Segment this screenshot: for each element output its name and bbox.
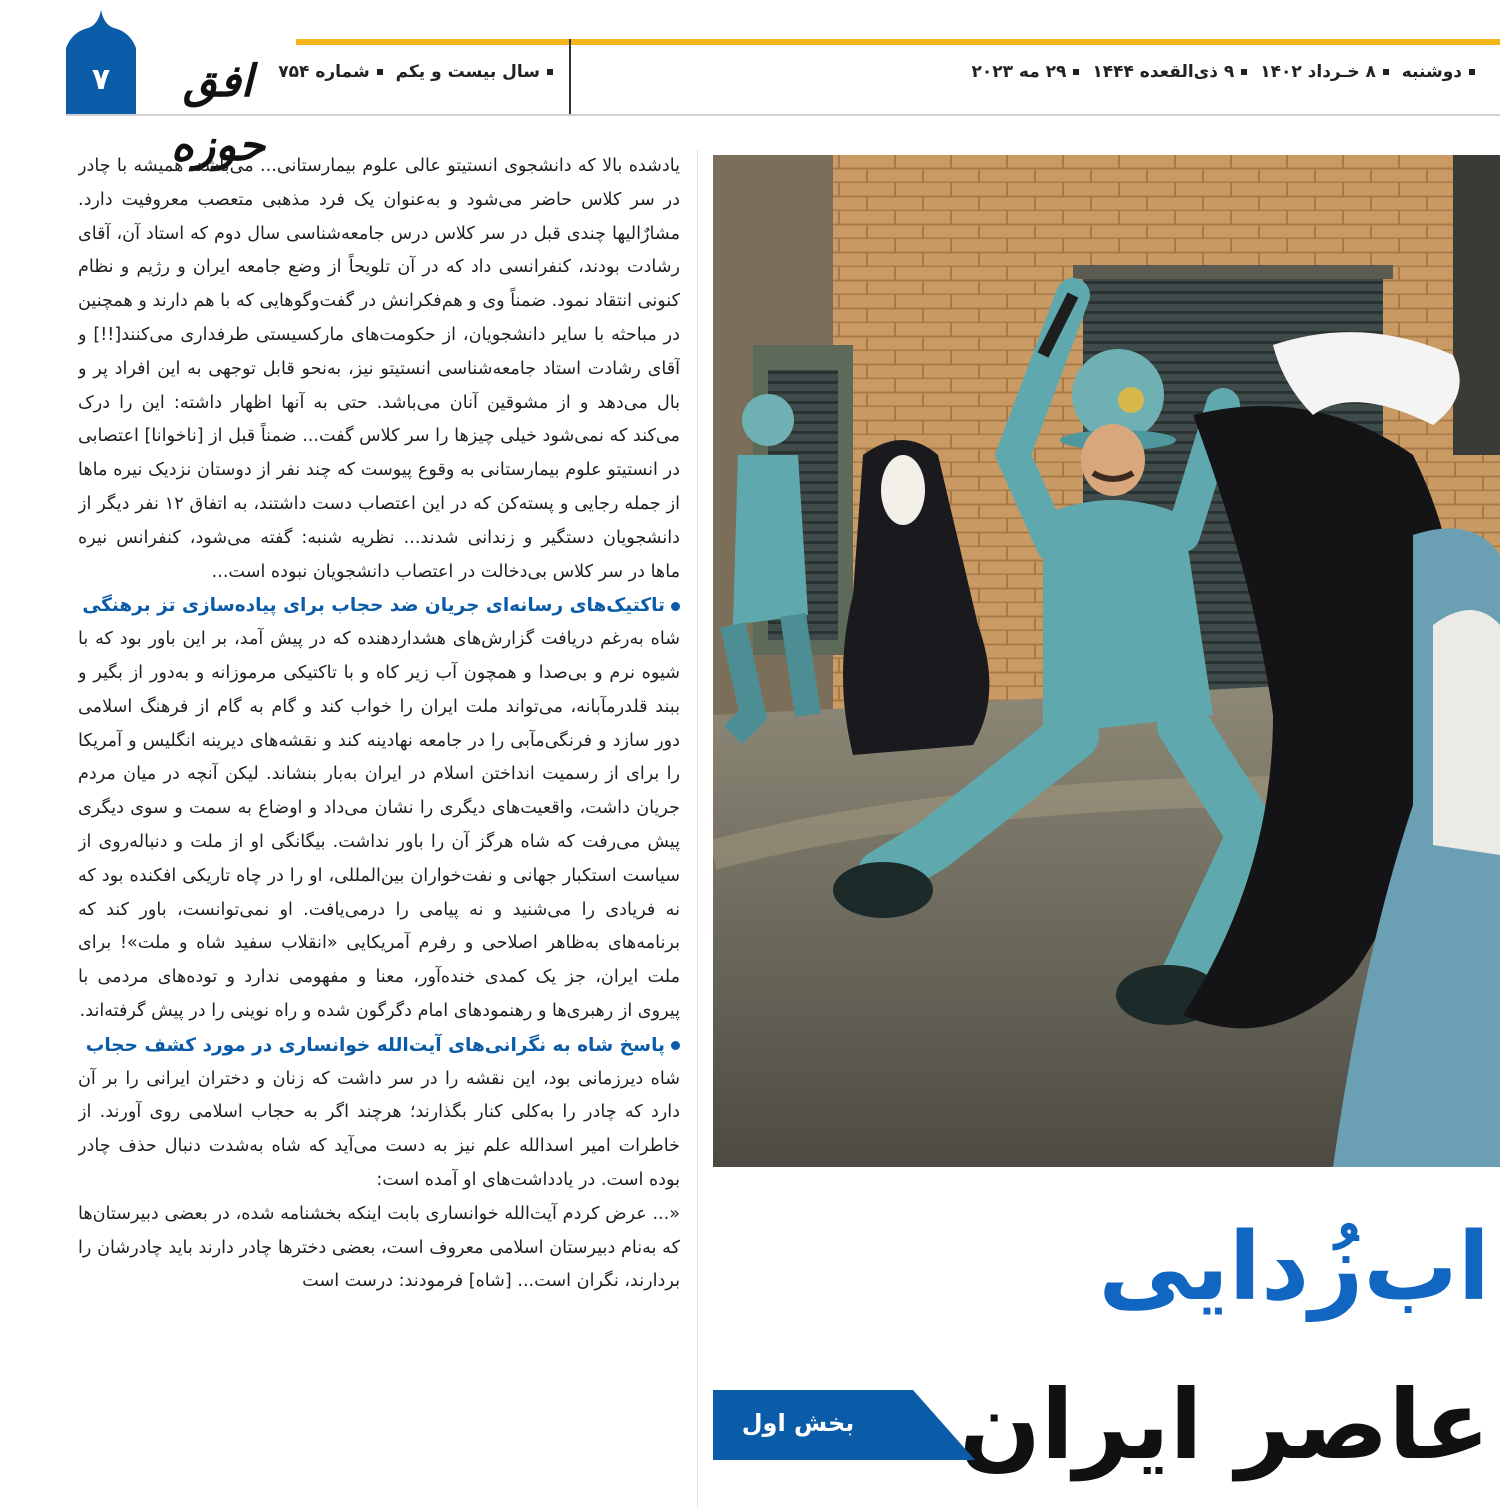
header-divider (569, 39, 571, 114)
article-paragraph: شاه به‌رغم دریافت گزارش‌های هشداردهنده که در پیش آمد، بر این باور بود که با شیوه نرم و بی‌صدا و همچون آب زیر کاه و با تاکتیکی مرموزانه و به‌دور از بگیر و ببند قلدرمآبانه، می‌تواند ملت ایران را خواب کند و گام به گام از فرهنگ اسلامی دور سازد و فرنگی‌مآبی را در جامعه نهادینه کند و نقشه‌های دیرینه انگلیس و آمریکا را برای از رسمیت انداختن اسلام در ایران به‌بار بنشاند. لیکن آنچه در میان مردم جریان داشت، واقعیت‌های دیگری را نشان می‌داد و اوضاع به سمت و سوی دیگری پیش می‌رفت که شاه هرگز آن را باور نداشت. بیگانگی او از ملت و دنباله‌روی از سیاست استکبار جهانی و نفت‌خواران بین‌المللی، او را در چاه تاریکی افکنده بود که نه فریادی را می‌شنید و نه پیامی را درمی‌یافت. او نمی‌توانست، باور کند که برنامه‌های به‌ظاهر اصلاحی و رفرم آمریکایی «انقلاب سفید شاه و ملت»! برای ملت ایران، جز یک کمدی خنده‌آور، معنا و مفهومی ندارد و توده‌های مردمی با پیروی از رهبری‌ها و رهنمودهای امام دگرگون شده و راه نوینی را در پیش گرفته‌اند. (78, 629, 680, 1021)
page-number: ۷ (91, 62, 111, 97)
lunar-date: ۹ ذی‌القعده ۱۴۴۴ (1092, 62, 1235, 82)
header-rule (66, 114, 1500, 116)
part-tag (713, 1390, 975, 1460)
article-illustration (713, 155, 1500, 1167)
subheading-text: پاسخ شاه به نگرانی‌های آیت‌الله خوانساری در مورد کشف حجاب (85, 1034, 665, 1056)
gregorian-date: ۲۹ مه ۲۰۲۳ (971, 62, 1067, 82)
article-title-line1: اب‌زُدایی (1098, 1213, 1490, 1322)
page-header (0, 0, 1500, 171)
bullet-icon (671, 1041, 680, 1050)
newspaper-logo: افق حوزه (170, 56, 266, 171)
column-rule (697, 150, 698, 1508)
weekday: دوشنبه (1401, 62, 1462, 82)
article-column (78, 150, 680, 1508)
bullet-icon (671, 602, 680, 611)
article-quote: «... عرض کردم آیت‌الله خوانساری بابت اینکه بخشنامه شده، در بعضی دبیرستان‌ها که به‌نام دبیرستان اسلامی معروف است، بعضی دخترها چادر دارند باید چادرشان را بردارند، نگران است... [شاه] فرمودند: درست است (78, 1203, 680, 1292)
article-title-line2: عاصر ایران (958, 1369, 1490, 1481)
header-accent-bar (296, 39, 1500, 45)
illustration-painting (713, 155, 1500, 1167)
part-label: بخش اول (741, 1409, 855, 1437)
page-number-tab (66, 10, 136, 114)
solar-date: ۸ خـرداد ۱۴۰۲ (1260, 62, 1376, 82)
issue-info (278, 52, 560, 92)
article-paragraph: شاه دیرزمانی بود، این نقشه را در سر داشت که زنان و دختران ایرانی را بر آن دارد که چادر را به‌کلی کنار بگذارند؛ هرچند اگر به حجاب اسلامی روی آورند. از خاطرات امیر اسدالله علم نیز به دست می‌آید که شاه به‌شدت دنبال حذف چادر بوده است. در یادداشت‌های او آمده است: (78, 1068, 680, 1190)
issue-year: سال بیست و یکم (395, 62, 540, 82)
date-info (582, 52, 1482, 92)
article-subheading (78, 589, 680, 623)
issue-number: شماره ۷۵۴ (278, 62, 370, 82)
article-subheading (78, 1029, 680, 1063)
article-paragraph: یادشده بالا که دانشجوی انستیتو عالی علوم بیمارستانی... می‌باشد، همیشه با چادر در سر کلاس حاضر می‌شود و به‌عنوان یک فرد مذهبی متعصب معروفیت دارد. مشارٌالیها چندی قبل در سر کلاس درس جامعه‌شناسی سال دوم که استاد آن، آقای رشادت بودند، کنفرانسی داد که در آن تلویحاً از وضع جامعه ایران و رژیم و نظام کنونی انتقاد نمود. ضمناً وی و هم‌فکرانش در گفت‌وگوهایی که با هم دارند و همچنین در مباحثه با سایر دانشجویان، از حکومت‌های مارکسیستی طرفداری می‌کنند[!!] و آقای رشادت استاد جامعه‌شناسی انستیتو نیز، به‌نحو قابل توجهی به این افراد پر و بال می‌دهد و از مشوقین آنان می‌باشد. حتی به آنها اظهار داشته: این را درک می‌کند که نمی‌شود خیلی چیزها را سر کلاس گفت... ضمناً قبل از [ناخوانا] اعتصابی در انستیتو علوم بیمارستانی به وقوع پیوست که چند نفر از دوستان نزدیک نیره ماها از جمله رجایی و پسته‌کن که در این اعتصاب دست داشتند، به اتفاق ۱۲ نفر دیگر از دانشجویان دستگیر و زندانی شدند... نظریه شنبه: گفته می‌شود، کنفرانس نیره ماها در سر کلاس بی‌دخالت در اعتصاب دانشجویان نبوده است... (78, 156, 680, 582)
subheading-text: تاکتیک‌های رسانه‌ای جریان ضد حجاب برای پیاده‌سازی تز برهنگی (82, 595, 665, 617)
